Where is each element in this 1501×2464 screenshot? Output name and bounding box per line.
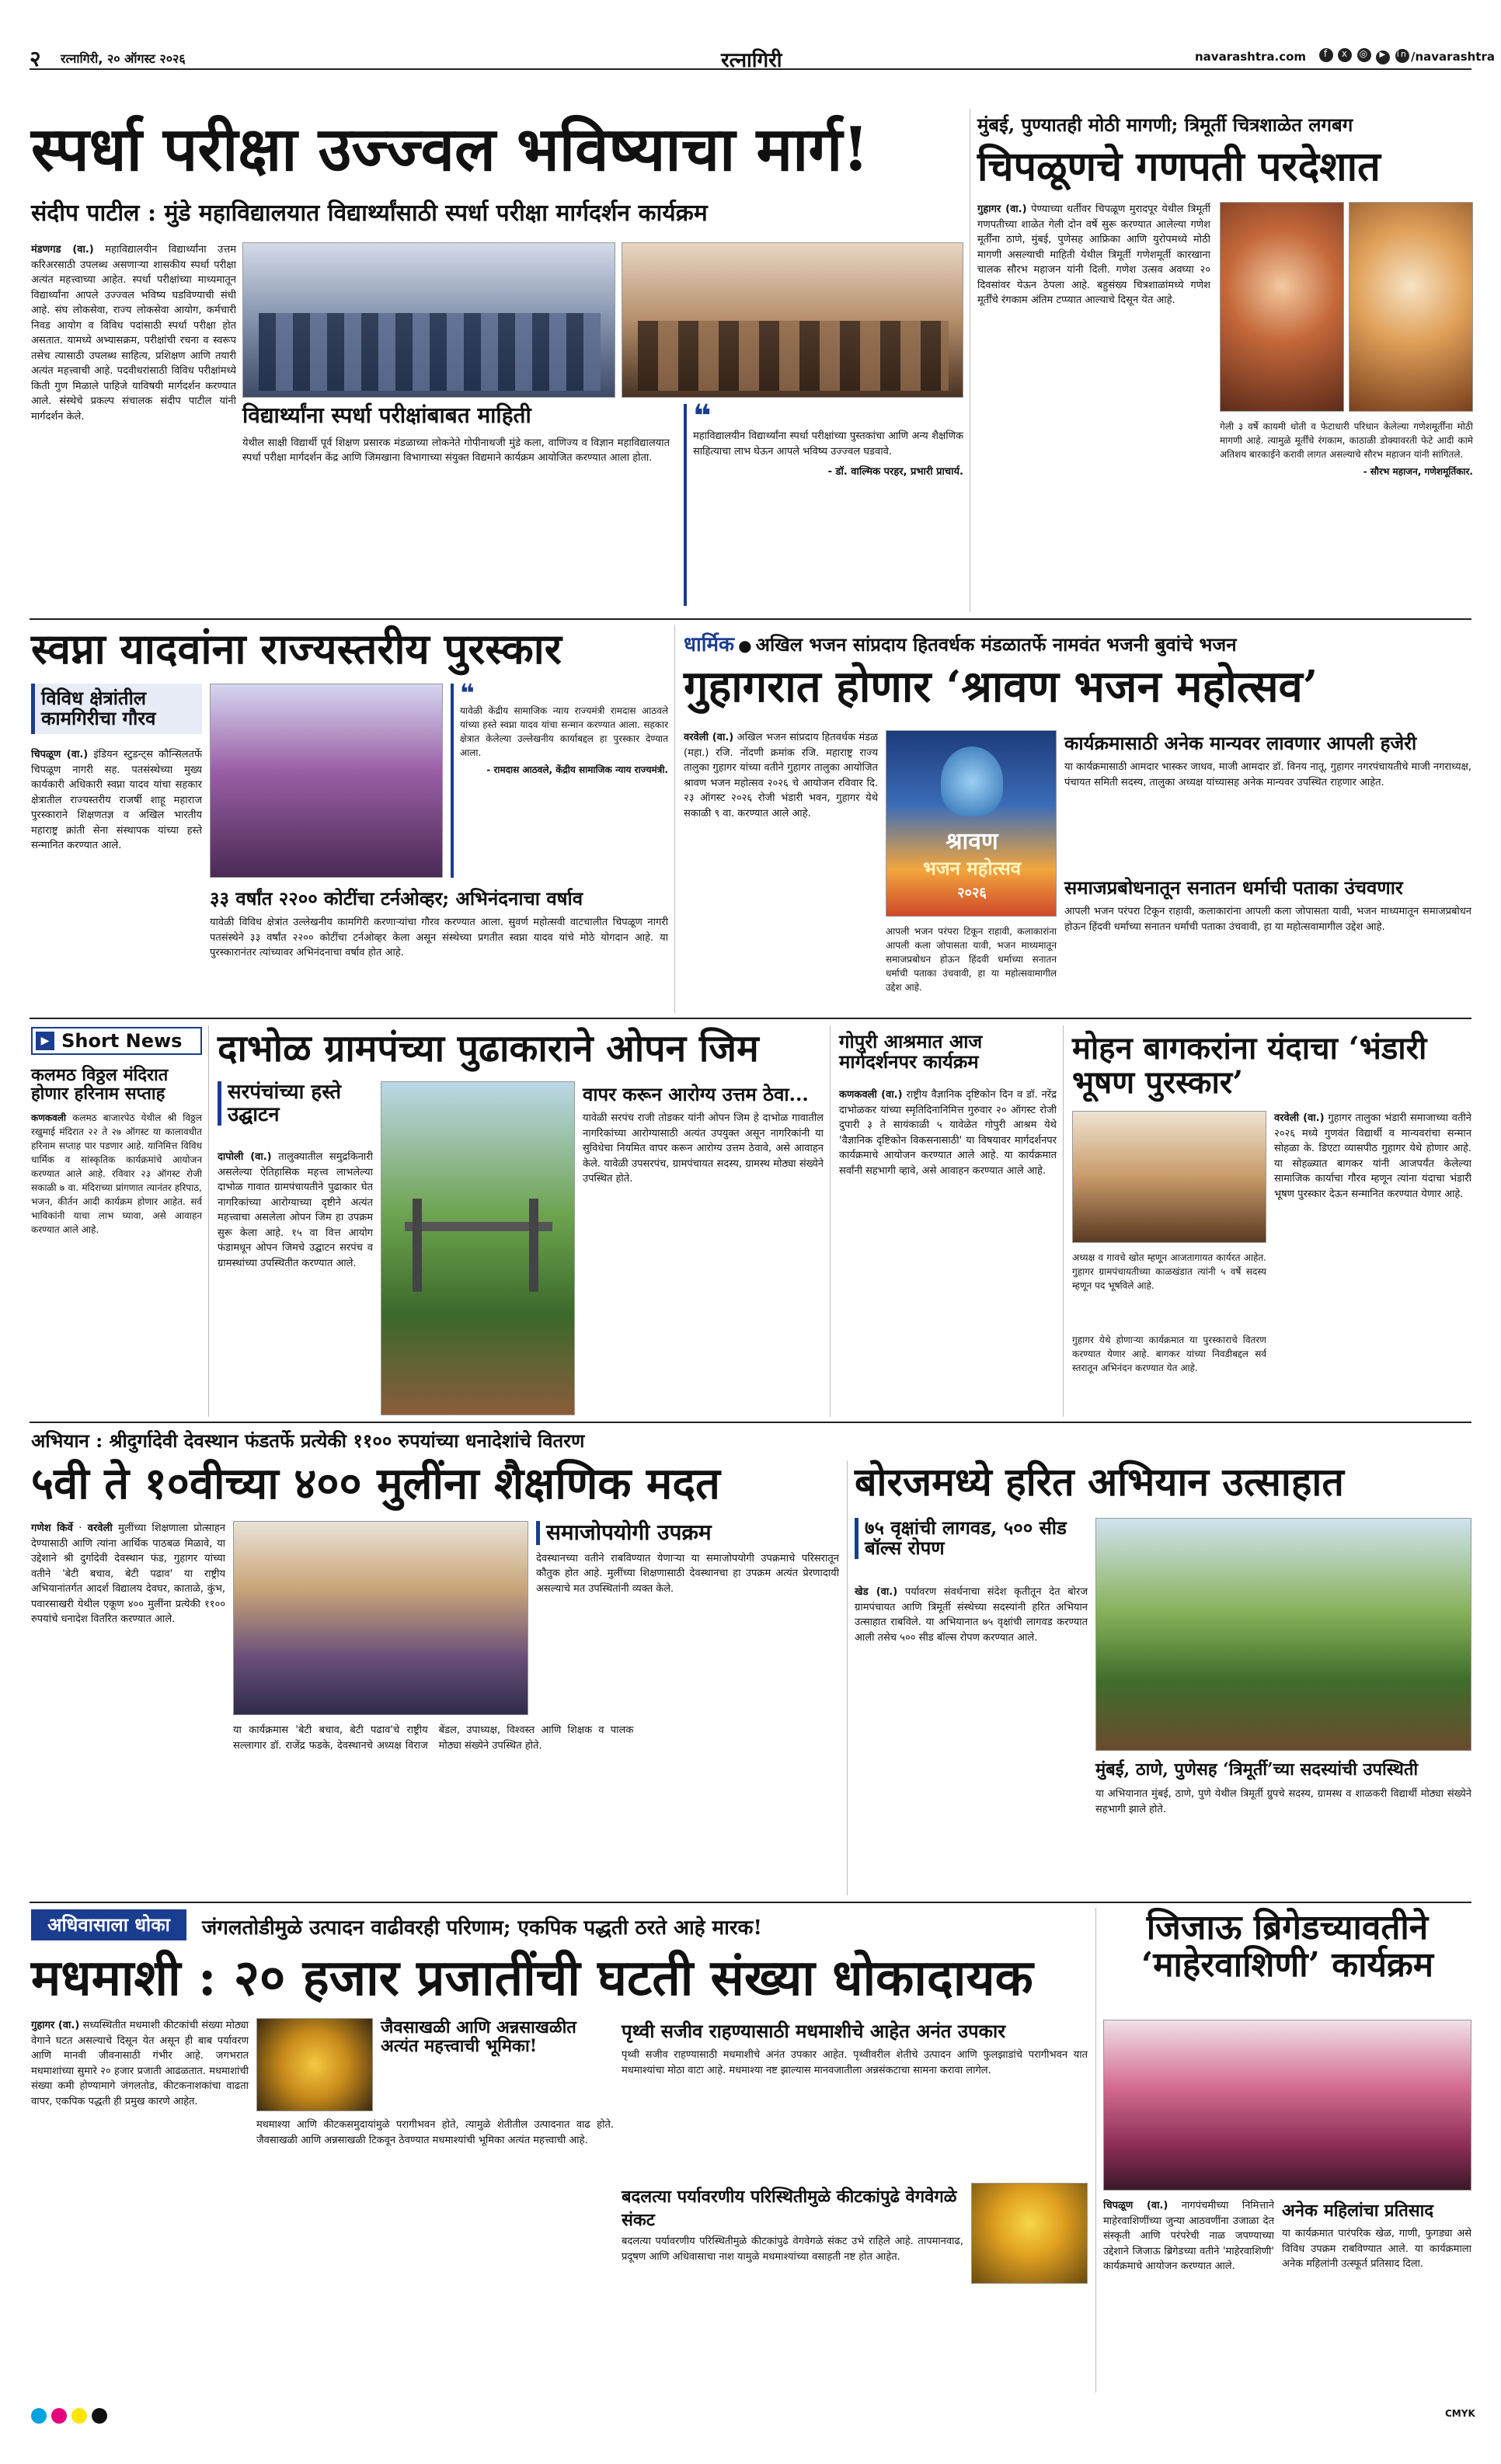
story9-body — [855, 1585, 1088, 1895]
story4-kicker-row — [684, 629, 1471, 657]
story3-subbody: यावेळी विविध क्षेत्रांत उल्लेखनीय कामगिरी करणाऱ्यांचा गौरव करण्यात आला. सुवर्ण महोत्सवी वाटचालीत चिपळूण नागरी पतसंस्थेने ३३ वर्षांत २२०० कोटींचा टर्नओव्हर केला असून संस्थेच्या प्रगतीत स्वप्ना यादव यांचे मोठे योगदान आहे. या पुरस्कारानंतर त्यांच्यावर अभिनंदनाचा वर्षाव होत आहे. — [210, 917, 668, 959]
story2-caption-author: - सौरभ महाजन, गणेशमूर्तिकार. — [1363, 466, 1473, 477]
story11-dateline: चिपळूण (वा.) — [1103, 2200, 1168, 2212]
story3-headline: स्वप्ना यादवांना राज्यस्तरीय पुरस्कार — [31, 624, 562, 673]
story10-subbody: पृथ्वी सजीव राहण्यासाठी मधमाशीचे अनंत उपकार आहेत. पृथ्वीवरील शेतीचे उत्पादन आणि फुलझाडांचे परागीभवन यात मधमाश्यांचा मोठा वाटा आहे. मधमाश्या नष्ट झाल्यास मानवजातीला अन्नसंकटाचा सामना करावा लागेल. — [622, 2049, 1088, 2076]
story11-body — [1103, 2198, 1274, 2391]
story1-text: महाविद्यालयीन विद्यार्थ्यांना उत्तम करिअरसाठी उपलब्ध असणाऱ्या शासकीय स्पर्धा परीक्षा अत्यंत महत्त्वाच्या आहेत. स्पर्धा परीक्षांच्या माध्यमातून विद्यार्थ्यांना आपले उज्ज्वल भविष्य घडविण्याची संधी आहे. संघ लोकसेवा, राज्य लोकसेवा आयोग, कर्मचारी निवड आयोग व विविध पदांसाठी स्पर्धा परीक्षा होत असतात. यामध्ये अभ्यासक्रम, परीक्षांची रचना व स्वरूप तसेच त्यासाठी उपलब्ध साहित्य, प्रशिक्षण आणि तयारी अत्यंत महत्त्वाची आहे. पदवीधरांसाठी विविध परीक्षांमध्ये किती गुण मिळाले पाहिजे याविषयी मार्गदर्शन करण्यात आले. संस्थेचे प्रकल्प संचालक संदीप पाटील यांनी मार्गदर्शन केले. — [31, 244, 236, 423]
story6-body — [839, 1088, 1057, 1414]
bullet-icon: ● — [738, 636, 752, 655]
story4-body-cont-text: आपली भजन परंपरा टिकून राहावी, कलाकारांना आपली कला जोपासता यावी, भजन माध्यमातून समाजप्रबोधन होऊन हिंदवी धर्माच्या सनातन धर्माची पताका उंचवावी, हा या महोत्सवामागील उद्देश आहे. — [886, 926, 1057, 993]
story10-dateline: गुहागर (वा.) — [31, 2020, 80, 2031]
story7-body2: गुहागर येथे होणाऱ्या कार्यक्रमात या पुरस्काराचे वितरण करण्यात येणार आहे. बागकर यांच्या निवडीबद्दल सर्व स्तरातून अभिनंदन करण्यात येत आहे. — [1072, 1335, 1266, 1373]
story1-subhead: संदीप पाटील : मुंडे महाविद्यालयात विद्यार्थ्यांसाठी स्पर्धा परीक्षा मार्गदर्शन कार्यक्रम — [31, 200, 708, 227]
short-news-icon: ▶ — [36, 1032, 54, 1050]
linkedin-icon[interactable]: in — [1395, 49, 1409, 63]
story9-dateline: खेड (वा.) — [855, 1586, 898, 1598]
story7-photo — [1072, 1111, 1266, 1243]
story1-headline: स्पर्धा परीक्षा उज्ज्वल भविष्याचा मार्ग! — [31, 114, 869, 185]
section-title: रत्नागिरी — [721, 49, 782, 72]
story8-box-body: देवस्थानच्या वतीने राबविण्यात येणाऱ्या या समाजोपयोगी उपक्रमाचे परिसरातून कौतुक होत आहे. मुलींच्या शिक्षणासाठी देवस्थानचा हा उपक्रम अत्यंत प्रेरणादायी असल्याचे मत उपस्थितांनी व्यक्त केले. — [536, 1552, 839, 1595]
story4-poster — [886, 730, 1057, 917]
story10-tag — [31, 1909, 186, 1940]
story4-subhead: कार्यक्रमासाठी अनेक मान्यवर लावणार आपली हजेरी — [1064, 732, 1417, 754]
story8-photo — [233, 1521, 528, 1715]
instagram-icon[interactable]: ◎ — [1357, 48, 1371, 62]
story9-box — [855, 1518, 1088, 1559]
story1-quote-text: महाविद्यालयीन विद्यार्थ्यांना स्पर्धा परीक्षांच्या पुस्तकांचा आणि अन्य शैक्षणिक साहित्याचा लाभ घेऊन आपले भविष्य उज्ज्वल घडवावे. — [693, 430, 963, 458]
story4-subbody: या कार्यक्रमासाठी आमदार भास्कर जाधव, माजी आमदार डॉ. विनय नातू, गुहागर नगरपंचायतीचे माजी नगराध्यक्ष, पंचायत समिती सदस्य, तालुका अध्यक्ष यांच्यासह अनेक मान्यवर उपस्थित राहणार आहेत. — [1064, 761, 1471, 788]
story7-caption: अध्यक्ष व गावचे खोत म्हणून आजतागायत कार्यरत आहेत. गुहागर ग्रामपंचायतीच्या काळखंडात त्यांनी ५ वर्षे सदस्य म्हणून पद भूषविले आहे. — [1072, 1252, 1266, 1291]
story5-subbody: यावेळी सरपंच राजी तोडकर यांनी ओपन जिम हे दाभोळ गावातील नागरिकांच्या आरोग्यासाठी अत्यंत उपयुक्त असून नागरिकांनी या सुविधेचा नियमित वापर करून आरोग्य उत्तम ठेवावे, असे आवाहन केले. यावेळी उपसरपंच, ग्रामपंचायत सदस्य, ग्रामस्थ मोठ्या संख्येने उपस्थित होते. — [583, 1112, 824, 1185]
story1-dateline: मंडणगड (वा.) — [31, 244, 94, 256]
story8-byline: गणेश किर्वे — [31, 1523, 73, 1534]
story9-text: पर्यावरण संवर्धनाचा संदेश कृतीतून देत बोरज ग्रामपंचायत आणि त्रिमूर्ती संस्थेच्या सदस्यांनी हरित अभियान उत्साहात राबविले. या अभियानात ७५ वृक्षांची लागवड करण्यात आली तसेच ५०० सीड बॉल्स रोपण करण्यात आले. — [855, 1586, 1088, 1644]
story9-photo — [1095, 1518, 1471, 1751]
story11-subbody: या कार्यक्रमात पारंपरिक खेळ, गाणी, फुगड्या असे विविध उपक्रम राबविण्यात आले. या कार्यक्रमाला अनेक महिलांनी उत्स्फूर्त प्रतिसाद दिला. — [1282, 2228, 1471, 2270]
story8-box — [536, 1521, 839, 1715]
story3-quote — [451, 678, 668, 878]
page-number: २ — [30, 46, 41, 71]
story10-body — [31, 2018, 249, 2391]
story7-body — [1274, 1111, 1471, 1414]
story4-text: अखिल भजन सांप्रदाय हितवर्धक मंडळ (महा.) रजि. नोंदणी क्रमांक रजि. महाराष्ट्र राज्य तालुका गुहागर यांच्या वतीने गुहागर तालुका आयोजित श्रावण भजन महोत्सव २०२६ चे आयोजन रविवार दि. २३ ऑगस्ट २०२६ रोजी भंडारी भवन, गुहागर येथे सकाळी ९ वा. करण्यात आले आहे. — [684, 732, 878, 820]
story4-poster-line2: भजन महोत्सव — [922, 857, 1022, 879]
story11-text: नागपंचमीच्या निमित्ताने माहेरवाशिणींच्या जुन्या आठवणींना उजाळा देत संस्कृती आणि परंपरेची नाळ जपण्याच्या उद्देशाने जिजाऊ ब्रिगेडच्या वतीने 'माहेरवाशिणी' कार्यक्रमाचे आयोजन करण्यात आले. — [1103, 2200, 1274, 2272]
social-handle: /navarashtra — [1411, 50, 1495, 64]
story1-quote-author: - डॉ. वाल्मिक परहर, प्रभारी प्राचार्य. — [827, 466, 963, 478]
story3-text: इंडियन स्टुडन्ट्स कौन्सिलतर्फे चिपळूण नागरी सह. पतसंस्थेच्या मुख्य कार्यकारी अधिकारी स्वप्ना यादव यांचा सहकार क्षेत्रातील राज्यस्तरीय राजर्षी शाहू महाराज पुरस्काराने शिक्षणतज्ञ व अखिल भारतीय महाराष्ट्र क्रांती सेना संस्थापक यांच्या हस्ते सन्मानित करण्यात आले. — [31, 749, 202, 851]
story3-quote-author: - रामदास आठवले, केंद्रीय सामाजिक न्याय राज्यमंत्री. — [486, 764, 668, 775]
story2-kicker: मुंबई, पुण्यातही मोठी मागणी; त्रिमूर्ती चित्रशाळेत लगबग — [977, 113, 1353, 136]
story1-quote — [684, 398, 963, 606]
story4-poster-year: २०२६ — [957, 885, 987, 901]
story2-dateline: गुहागर (वा.) — [977, 204, 1027, 215]
quote-icon: ❝ — [460, 678, 475, 708]
story3-body — [31, 747, 202, 1011]
story2-photo-1 — [1220, 202, 1344, 412]
story8-box-title: समाजोपयोगी उपक्रम — [536, 1521, 839, 1545]
story8-dateline: वरवेली — [87, 1523, 113, 1534]
story6-kicker: गोपुरी आश्रमात आज मार्गदर्शनपर कार्यक्रम — [839, 1030, 983, 1074]
story4-kicker: धार्मिक — [684, 633, 734, 656]
short-news-dateline: कणकवली — [31, 1112, 67, 1123]
story6-dateline: कणकवली (वा.) — [839, 1089, 903, 1101]
story3-dateline: चिपळूण (वा.) — [31, 749, 89, 760]
story7-text: गुहागर तालुका भंडारी समाजाच्या वतीने २०२६ मध्ये गुणवंत विद्यार्थी व मान्यवरांचा सन्मान सोहळा के. डिएटा व्यासपीठ गुहागर येथे होणार आहे. या सोहळ्यात बागकर यांनी आजपर्यंत केलेल्या सामाजिक कार्याचा गौरव म्हणून त्यांना यंदाचा भंडारी भूषण पुरस्कार देऊन सन्मानित करण्यात येणार आहे. — [1274, 1112, 1471, 1200]
story9-headline: बोरजमध्ये हरित अभियान उत्साहात — [855, 1459, 1344, 1505]
masthead — [30, 44, 1495, 72]
story4-subhead2: समाजप्रबोधनातून सनातन धर्माची पताका उंचवणार — [1064, 876, 1403, 899]
registration-circle-icon — [31, 2408, 47, 2424]
story5-headline: दाभोळ ग्रामपंच्या पुढाकाराने ओपन जिम — [218, 1027, 759, 1070]
story10-box-body: मधमाश्या आणि कीटकसमुदायांमुळे परागीभवन होते, त्यामुळे शेतीतील उत्पादनात वाढ होते. जैवसाखळी आणि अन्नसाखळी टिकवून ठेवण्यात मधमाश्यांची भूमिका अत्यंत महत्त्वाची आहे. — [256, 2119, 614, 2146]
registration-circle-icon — [71, 2408, 87, 2424]
story5-photo — [381, 1081, 575, 1415]
story11-headline: जिजाऊ ब्रिगेडच्यावतीने ‘माहेरवाशिणी’ कार्यक्रम — [1141, 1908, 1434, 1985]
story11-photo — [1103, 2020, 1471, 2191]
site-url[interactable]: navarashtra.com — [1195, 50, 1307, 64]
story1-photo — [242, 242, 615, 398]
short-news-text: Short News — [61, 1030, 183, 1052]
story10-kicker: जंगलतोडीमुळे उत्पादन वाढीवरही परिणाम; एकपिक पद्धती ठरते आहे मारक! — [202, 1916, 762, 1940]
story10-box — [381, 2018, 614, 2111]
edition-date: रत्नागिरी, २० ऑगस्ट २०२६ — [61, 51, 186, 66]
story2-photo-2 — [1349, 202, 1473, 412]
story2-headline: चिपळूणचे गणपती परदेशात — [977, 143, 1381, 190]
story1-body — [31, 242, 236, 609]
story5-box — [218, 1081, 373, 1126]
story10-photo — [256, 2018, 373, 2111]
story8-body2: या कार्यक्रमास 'बेटी बचाव, बेटी पढाव'चे राष्ट्रीय सल्लागार डॉ. राजेंद्र फडके, देवस्थानचे अध्यक्ष विराज बेंडल, उपाध्यक्ष, विश्वस्त आणि शिक्षक व पालक मोठ्या संख्येने उपस्थित होते. — [233, 1724, 634, 1752]
story10-box-title: जैवसाखळी आणि अन्नसाखळीत अत्यंत महत्त्वाची भूमिका! — [381, 2017, 576, 2057]
story2-caption-text: गेली ३ वर्षे कायमी धोती व फेटाधारी परिधान केलेल्या गणेशमूर्तींना मोठी मागणी आहे. त्यामुळे मूर्तींचे रंगकाम, काठाळी डोक्यावरती फेटे आदी कामे अतिशय बारकाईने करावी लागत असल्याचे सौरभ महाजन यांनी सांगितले. — [1220, 421, 1473, 460]
story10-text: सध्यस्थितीत मधमाशी कीटकांची संख्या मोठ्या वेगाने घटत असल्याचे दिसून येत असून ही बाब पर्यावरण आणि मानवी जीवनासाठी गंभीर आहे. जगभरात मधमाशांच्या सुमारे २० हजार प्रजाती आढळतात. मधमाशांची संख्या कमी होण्यामागे जंगलतोड, कीटकनाशकांचा वाढता वापर, एकपिक पद्धती ही प्रमुख कारणे आहेत. — [31, 2020, 249, 2107]
registration-circle-icon — [51, 2408, 67, 2424]
short-news-headline: कलमठ विठ्ठल मंदिरात होणार हरिनाम सप्ताह — [31, 1065, 169, 1105]
story2-text: पेण्याच्या धर्तीवर चिपळूण मुरादपूर येथील त्रिमूर्ती गणपतीच्या शाळेत गेली दोन वर्षे सुरू करण्यात आलेल्या गणेश मूर्तींना ठाणे, मुंबई, पुणेसह आफ्रिका आणि युरोपमध्ये मोठी मागणी असल्याची माहिती येथील त्रिमूर्ती गणेशमूर्ती कारखाना चालक सौरभ महाजन यांनी दिली. गणेश उत्सव अवघ्या २० दिवसांवर येऊन ठेपला आहे. बहुसंख्य चित्रशाळांमध्ये गणेश मूर्तींचे रंगकाम अंतिम टप्प्यात आल्याचे दिसून येत आहे. — [977, 204, 1210, 306]
short-news-body — [31, 1111, 202, 1414]
story7-headline: मोहन बागकरांना यंदाचा ‘भंडारी भूषण पुरस्कार’ — [1072, 1030, 1427, 1101]
story1-subbox-body: येथील साक्षी विद्यार्थी पूर्व शिक्षण प्रसारक मंडळाच्या लोकनेते गोपीनाथजी मुंडे कला, वाणिज्य व विज्ञान महाविद्यालयात स्पर्धा परीक्षा मार्गदर्शन केंद्र आणि जिमखाना विभागाच्या संयुक्त विद्यमाने कार्यक्रम आयोजित करण्यात आला होता. — [242, 437, 670, 465]
story1-subbox — [242, 404, 670, 606]
story4-dateline: वरवेली (वा.) — [684, 732, 734, 743]
story7-dateline: वरवेली (वा.) — [1274, 1112, 1325, 1124]
story1-subbox-title: विद्यार्थ्यांना स्पर्धा परीक्षांबाबत माहिती — [242, 402, 531, 428]
story5-text: तालुक्यातील समुद्रकिनारी असलेल्या ऐतिहासिक महत्त्व लाभलेल्या दाभोळ गावात ग्रामपंचायतीने पुढाकार घेत नागरिकांच्या आरोग्याच्या दृष्टीने अत्यंत महत्त्वाचा असलेला ओपन जिम हा उपक्रम सुरू केला आहे. १५ वा वित्त आयोग फंडामधून ओपन जिमचे उद्घाटन सरपंच व ग्रामस्थांच्या उपस्थितीत करण्यात आले. — [218, 1151, 373, 1269]
story10-photo-2 — [971, 2183, 1088, 2284]
story2-caption — [1220, 419, 1473, 606]
story11-subhead: अनेक महिलांचा प्रतिसाद — [1282, 2201, 1434, 2221]
story5-body — [218, 1150, 373, 1414]
story3-box — [31, 684, 202, 734]
story4-headline: गुहागरात होणार ‘श्रावण भजन महोत्सव’ — [684, 661, 1318, 712]
story8-text: मुलींच्या शिक्षणाला प्रोत्साहन देण्यासाठी आणि त्यांना आर्थिक पाठबळ मिळावे, या उद्देशाने श्री दुर्गादेवी देवस्थान फंड, गुहागर यांच्या वतीने 'बेटी बचाव, बेटी पढाव' या राष्ट्रीय अभियानांतर्गत आदर्श विद्यालय देवघर, काताळे, कुंभ, पवारसाखरी येथील एकूण ४०० मुलींना प्रत्येकी ११०० रुपयांचे धनादेश वितरित करण्यात आले. — [31, 1523, 225, 1625]
facebook-icon[interactable]: f — [1319, 48, 1333, 62]
story5-box-title: सरपंचांच्या हस्ते उद्घाटन — [228, 1081, 342, 1126]
social-icons — [1319, 47, 1409, 64]
story2-body — [977, 202, 1210, 559]
story5-dateline: दापोली (वा.) — [218, 1151, 272, 1163]
story1-photo-2 — [622, 242, 963, 398]
registration-circle-icon — [92, 2408, 107, 2424]
story3-photo — [210, 684, 443, 878]
story3-box-title: विविध क्षेत्रांतील कामगिरीचा गौरव — [41, 687, 156, 730]
poster-deity-icon — [941, 747, 1003, 816]
story10-subhead: पृथ्वी सजीव राहण्यासाठी मधमाशीचे आहेत अनंत उपकार — [622, 2020, 1006, 2042]
story4-body — [684, 730, 878, 1010]
story4-subbody2: आपली भजन परंपरा टिकून राहावी, कलाकारांना आपली कला जोपासता यावी, भजन माध्यमातून समाजप्रबोधन होऊन हिंदवी धर्माच्या सनातन धर्माची पताका उंचवावी, हा या महोत्सवामागील उद्देश आहे. — [1064, 906, 1471, 933]
story5-subhead: वापर करून आरोग्य उत्तम ठेवा... — [583, 1083, 809, 1105]
story10-tag-text: अधिवासाला धोका — [47, 1914, 170, 1936]
story9-caption-body: या अभियानात मुंबई, ठाणे, पुणे येथील त्रिमूर्ती ग्रुपचे सदस्य, ग्रामस्थ व शाळकरी विद्यार्थी मोठ्या संख्येने सहभागी झाले होते. — [1095, 1788, 1471, 1815]
story8-kicker: अभियान : श्रीदुर्गादेवी देवस्थान फंडतर्फे प्रत्येकी ११०० रुपयांच्या धनादेशांचे वितरण — [31, 1429, 585, 1452]
story4-body-cont — [886, 924, 1057, 1010]
story3-subhead: ३३ वर्षांत २२०० कोटींचा टर्नओव्हर; अभिनंदनाचा वर्षाव — [210, 887, 583, 910]
short-news-text-body: कलमठ बाजारपेठ येथील श्री विठ्ठल रखुमाई मंदिरात २२ ते २७ ऑगस्ट या कालावधीत हरिनाम सप्ताह पार पडणार आहे. यानिमित्त विविध धार्मिक व सांस्कृतिक कार्यक्रमांचे आयोजन करण्यात आले आहे. रविवार २३ ऑगस्ट रोजी सकाळी ७ वा. मंदिराच्या प्रांगणात त्यानंतर हरिपाठ, भजन, कीर्तन आदी कार्यक्रम होणार आहेत. सर्व भाविकांनी याचा लाभ घ्यावा, असे आवाहन करण्यात आले आहे. — [31, 1112, 202, 1235]
story4-poster-line1: श्रावण — [946, 828, 998, 855]
cmyk-label: CMYK — [1445, 2408, 1475, 2419]
story8-body: गणेश किर्वे · वरवेली मुलींच्या शिक्षणाला प्रोत्साहन देण्यासाठी आणि त्यांना आर्थिक पाठबळ मिळावे, या उद्देशाने श्री दुर्गादेवी देवस्थान फंड, गुहागर यांच्या वतीने 'बेटी बचाव, बेटी पढाव' या राष्ट्रीय अभियानांतर्गत आदर्श विद्यालय देवघर, काताळे, कुंभ, पवारसाखरी येथील एकूण ४०० मुलींना प्रत्येकी ११०० रुपयांचे धनादेश वितरित करण्यात आले. — [31, 1523, 225, 1625]
story6-text: राष्ट्रीय वैज्ञानिक दृष्टिकोन दिन व डॉ. नरेंद्र दाभोळकर यांच्या स्मृतिदिनानिमित्त गुरुवार २० ऑगस्ट रोजी दुपारी ३ ते सायंकाळी ५ यावेळेत गोपुरी आश्रम येथे 'वैज्ञानिक दृष्टिकोन विकसनासाठी' या विषयावर मार्गदर्शनपर कार्यक्रमाचे आयोजन करण्यात आले आहे. या कार्यक्रमात सर्वांनी सहभागी व्हावे, असे आवाहन करण्यात आले आहे. — [839, 1089, 1057, 1177]
short-news-label — [31, 1027, 202, 1055]
twitter-icon[interactable]: x — [1338, 48, 1352, 62]
youtube-icon[interactable]: ▶ — [1376, 50, 1390, 64]
registration-marks — [31, 2405, 1473, 2428]
story8-headline: ५वी ते १०वीच्या ४०० मुलींना शैक्षणिक मदत — [31, 1458, 720, 1509]
story4-kicker-text: अखिल भजन सांप्रदाय हितवर्धक मंडळातर्फे नामवंत भजनी बुवांचे भजन — [755, 633, 1237, 656]
story10-subbody2: बदलत्या पर्यावरणीय परिस्थितीमुळे कीटकांपुढे वेगवेगळे संकट उभे राहिले आहे. तापमानवाढ, प्रदूषण आणि अधिवासाचा नाश यामुळे मधमाश्यांच्या वसाहती नष्ट होत आहेत. — [622, 2236, 963, 2263]
story3-quote-text: यावेळी केंद्रीय सामाजिक न्याय राज्यमंत्री रामदास आठवले यांच्या हस्ते स्वप्ना यादव यांचा सन्मान करण्यात आला. सहकार क्षेत्रात केलेल्या उल्लेखनीय कार्याबद्दल हा पुरस्कार देण्यात आला. — [460, 705, 668, 758]
story10-subhead2: बदलत्या पर्यावरणीय परिस्थितीमुळे कीटकांपुढे वेगवेगळे संकट — [622, 2187, 957, 2230]
story9-photo-caption: मुंबई, ठाणे, पुणेसह ‘त्रिमूर्ती’च्या सदस्यांची उपस्थिती — [1095, 1759, 1419, 1780]
quote-icon: ❝ — [693, 398, 712, 434]
story10-headline: मधमाशी : २० हजार प्रजातींची घटती संख्या धोकादायक — [31, 1949, 1033, 2007]
story9-box-title: ७५ वृक्षांची लागवड, ५०० सीड बॉल्स रोपण — [865, 1516, 1067, 1560]
